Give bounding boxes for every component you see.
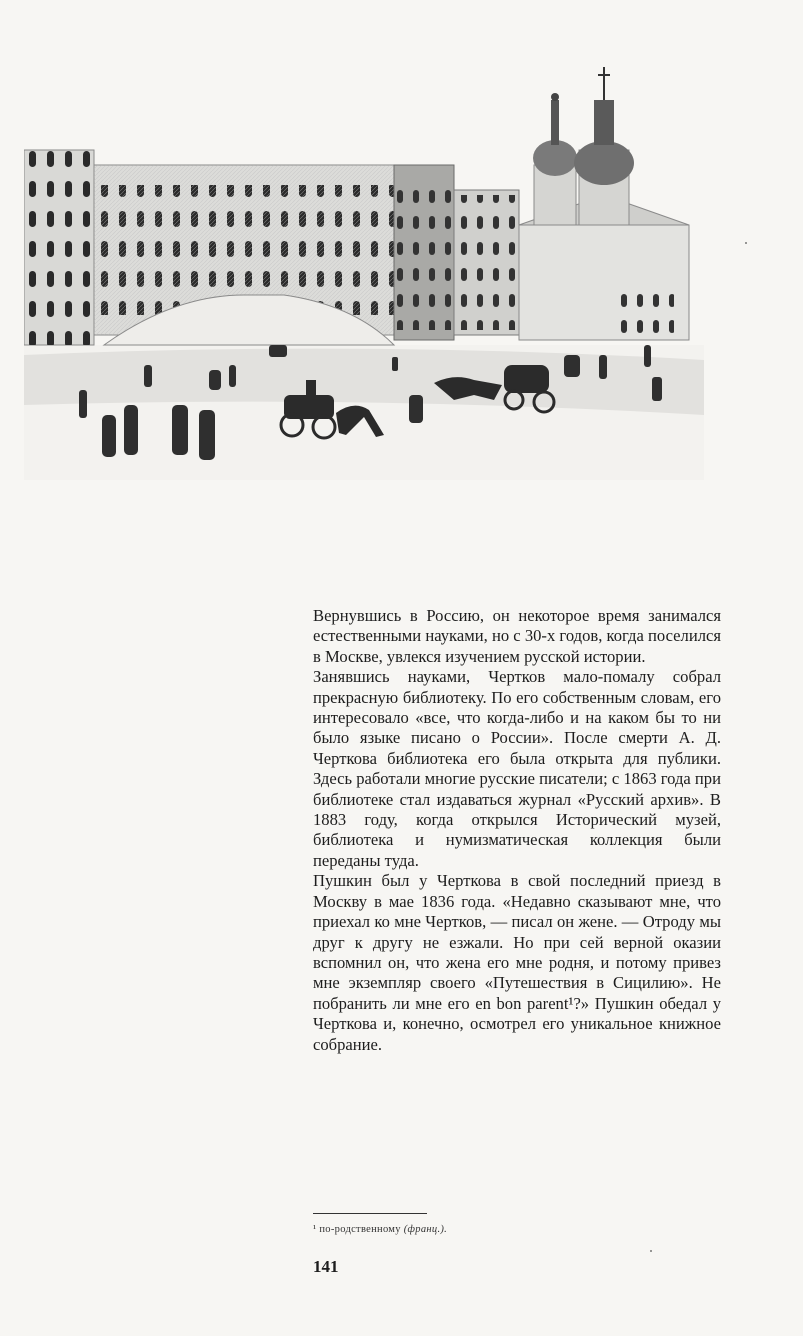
footnote-separator <box>313 1213 427 1214</box>
paragraph: Занявшись науками, Чертков мало-помалу собрал прекрасную библиотеку. По его собственным словам, его интересовало «все, что когда-либо и на каком бы то ни было языке писано о России». После смерти А. Д. Черткова библиотека его была открыта для публики. Здесь работали многие русские писатели; с 1863 года при библиотеке стал издаваться журнал «Русский архив». В 1883 году, когда открылся Исторический музей, библиотека и нумизматическая коллекция были переданы туда. <box>313 667 721 870</box>
footnote-text: по-родственному <box>319 1224 401 1235</box>
paragraph: Пушкин был у Черткова в свой последний приезд в Москву в мае 1836 года. «Недавно сказывают мне, что приехал ко мне Чертков, — писал он жене. — Отроду мы друг к другу не езжали. Но при сей верной оказии вспомнил он, что жена его мне родня, и потому привез мне экземпляр своего «Путешествия в Сицилию». Не побранить ли мне его en bon parent¹?» Пушкин обедал у Черткова и, конечно, осмотрел его уникальное книжное собрание. <box>313 871 721 1054</box>
paragraph: Вернувшись в Россию, он некоторое время занимался естественными науками, но с 30-х годов, когда поселился в Москве, увлекся изучением русской истории. <box>313 606 721 666</box>
print-speck <box>650 1250 652 1252</box>
print-speck <box>745 242 747 244</box>
footnote <box>313 1224 613 1235</box>
footnote-language-note: (франц.). <box>403 1224 448 1235</box>
main-text <box>313 606 721 1055</box>
engraving-illustration <box>24 55 704 480</box>
page-number: 141 <box>313 1257 339 1276</box>
footnote-marker: ¹ <box>313 1224 317 1235</box>
